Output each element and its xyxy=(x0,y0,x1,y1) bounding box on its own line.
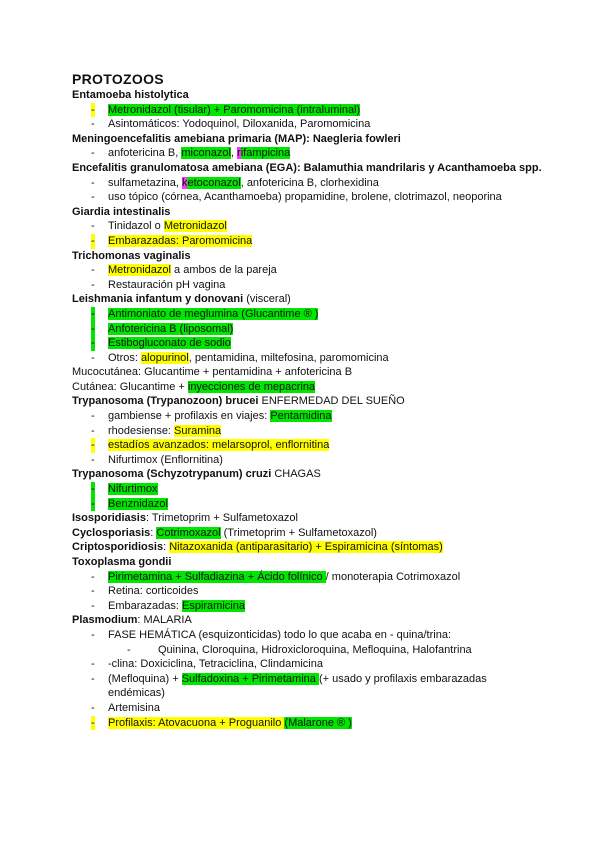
heading-text: Leishmania infantum y donovani xyxy=(72,293,244,306)
bullet-dash: - xyxy=(91,234,95,247)
item-text: Quinina, Cloroquina, Hidroxicloroquina, Mefloquina, Halofantrina xyxy=(158,643,472,656)
item-text: Nifurtimox (Enflornitina) xyxy=(108,453,223,466)
bullet-dash: - xyxy=(91,628,95,641)
list-item xyxy=(72,438,542,453)
item-text: , pentamidina, miltefosina, paromomicina xyxy=(188,351,389,364)
list-item xyxy=(72,278,542,293)
item-text: : xyxy=(150,526,157,539)
bullet-dash: - xyxy=(91,453,95,466)
highlight-yellow: Metronidazol xyxy=(108,264,171,277)
heading-plasmodium xyxy=(72,613,542,628)
item-text: uso tópico (córnea, Acanthamoeba) propamidine, brolene, clotrimazol, neoporina xyxy=(108,191,502,204)
bullet-dash: - xyxy=(91,716,95,729)
heading-criptosporidiosis xyxy=(72,540,542,555)
bullet-dash: - xyxy=(91,483,95,496)
heading-text: Criptosporidiosis xyxy=(72,541,164,554)
heading-text: Trypanosoma (Trypanozoon) brucei xyxy=(72,395,259,408)
list-item xyxy=(72,307,542,322)
item-text: -clina: Doxiciclina, Tetraciclina, Clindamicina xyxy=(108,658,323,671)
highlight-green: Benznidazol xyxy=(108,497,168,510)
item-text: Restauración pH vagina xyxy=(108,278,226,291)
highlight-yellow: Nitazoxanida (antiparasitario) + Espiramicina (síntomas) xyxy=(169,541,443,554)
item-text: rhodesiense: xyxy=(108,424,175,437)
bullet-dash: - xyxy=(91,424,95,437)
note-cutanea xyxy=(72,380,542,395)
item-text: (+ usado y profilaxis embarazadas endémicas) xyxy=(108,672,487,700)
item-text: Asintomáticos: Yodoquinol, Diloxanida, Paromomicina xyxy=(108,118,371,131)
item-text: : Trimetoprim + Sulfametoxazol xyxy=(145,512,298,525)
list-item xyxy=(72,716,542,731)
highlight-green: Pirimetamina + Sulfadiazina + Ácido folínico xyxy=(108,570,326,583)
item-text: / monoterapia Cotrimoxazol xyxy=(325,570,461,583)
bullet-dash: - xyxy=(91,672,95,685)
bullet-dash: - xyxy=(91,103,95,116)
list-item xyxy=(72,190,542,205)
list-item xyxy=(72,351,542,366)
list-item xyxy=(72,701,542,716)
bullet-dash: - xyxy=(91,570,95,583)
bullet-dash: - xyxy=(91,439,95,452)
highlight-green: Antimoniato de meglumina (Glucantime ® ) xyxy=(108,307,319,320)
item-text: : xyxy=(163,541,170,554)
bullet-dash: - xyxy=(91,585,95,598)
item-text: Embarazadas: xyxy=(108,599,182,612)
list-item xyxy=(72,599,542,614)
heading-text: Isosporidiasis xyxy=(72,512,146,525)
bullet-dash: - xyxy=(91,599,95,612)
list-item xyxy=(72,628,542,643)
item-text: Cutánea: Glucantime + xyxy=(72,380,188,393)
highlight-magenta: k xyxy=(181,176,188,189)
highlight-green: Metronidazol (tisular) + Paromomicina (intraluminal) xyxy=(108,103,361,116)
bullet-dash: - xyxy=(91,118,95,131)
highlight-yellow: Metronidazol xyxy=(163,220,227,233)
heading-text: Plasmodium xyxy=(72,614,138,627)
heading-text: Trypanosoma (Schyzotrypanum) cruzi xyxy=(72,468,272,481)
heading-suffix: ENFERMEDAD DEL SUEÑO xyxy=(258,395,405,408)
bullet-dash: - xyxy=(91,191,95,204)
highlight-yellow: estadíos avanzados: melarsoprol, enflornitina xyxy=(108,439,330,452)
list-item xyxy=(72,103,542,118)
highlight-green: Nifurtimox xyxy=(108,483,158,496)
list-item xyxy=(72,234,542,249)
bullet-dash: - xyxy=(91,497,95,510)
list-item xyxy=(72,453,542,468)
highlight-green: Anfotericina B (liposomal) xyxy=(108,322,234,335)
list-item xyxy=(72,263,542,278)
highlight-magenta: r xyxy=(237,147,241,160)
list-item xyxy=(72,482,542,497)
list-item xyxy=(72,672,542,701)
highlight-green: Estibogluconato de sodio xyxy=(108,337,231,350)
item-text: (Mefloquina) + xyxy=(108,672,182,685)
heading-suffix: : MALARIA xyxy=(137,614,192,627)
item-text: gambiense + profilaxis en viajes: xyxy=(108,410,271,423)
heading-leishmania xyxy=(72,292,542,307)
heading-suffix: (visceral) xyxy=(243,293,291,306)
highlight-yellow: Suramina xyxy=(174,424,222,437)
highlight-green: inyecciones de mepacrina xyxy=(187,380,316,393)
list-item xyxy=(72,117,542,132)
item-text: Retina: corticoides xyxy=(108,585,199,598)
list-item xyxy=(72,336,542,351)
highlight-green: miconazol xyxy=(181,147,231,160)
highlight-yellow: alopurinol xyxy=(141,351,189,364)
bullet-dash: - xyxy=(91,351,95,364)
highlight-green: (Malarone ® ) xyxy=(284,716,352,729)
highlight-yellow: Profilaxis: Atovacuona + Proguanilo xyxy=(108,716,285,729)
highlight-green: etoconazol xyxy=(187,176,241,189)
item-text: , xyxy=(230,147,238,160)
list-item xyxy=(72,657,542,672)
note-mucocutanea: Mucocutánea: Glucantime + pentamidina + anfotericina B xyxy=(72,366,353,379)
highlight-green: ifampicina xyxy=(240,147,291,160)
heading-giardia: Giardia intestinalis xyxy=(72,205,171,218)
bullet-dash: - xyxy=(91,176,95,189)
list-item xyxy=(72,424,542,439)
list-item xyxy=(72,497,542,512)
highlight-green: Espiramicina xyxy=(181,599,245,612)
item-text: anfotericina B, xyxy=(108,147,182,160)
heading-toxoplasma: Toxoplasma gondii xyxy=(72,556,172,568)
heading-entamoeba: Entamoeba histolytica xyxy=(72,89,189,101)
bullet-dash: - xyxy=(91,264,95,277)
highlight-green: Sulfadoxina + Pirimetamina xyxy=(181,672,319,685)
list-item xyxy=(72,146,542,161)
bullet-dash: - xyxy=(91,147,95,160)
highlight-green: Cotrimoxazol xyxy=(156,526,221,539)
heading-cruzi xyxy=(72,467,542,482)
bullet-dash: - xyxy=(91,278,95,291)
list-item xyxy=(72,570,542,585)
list-item xyxy=(72,322,542,337)
sub-list-item xyxy=(72,643,542,658)
bullet-dash: - xyxy=(91,322,95,335)
list-item xyxy=(72,176,542,191)
item-text: Tinidazol o xyxy=(108,220,164,233)
item-text: sulfametazina, xyxy=(108,176,182,189)
bullet-dash: - xyxy=(91,337,95,350)
bullet-dash: - xyxy=(127,643,131,656)
heading-suffix: CHAGAS xyxy=(271,468,321,481)
highlight-yellow: Embarazadas: Paromomicina xyxy=(108,234,253,247)
heading-map: Meningoencefalitis amebiana primaria (MAP): Naegleria fowleri xyxy=(72,132,401,145)
item-text: Otros: xyxy=(108,351,142,364)
item-text: (Trimetoprim + Sulfametoxazol) xyxy=(220,526,377,539)
bullet-dash: - xyxy=(91,307,95,320)
item-text: , anfotericina B, clorhexidina xyxy=(240,176,379,189)
list-item xyxy=(72,584,542,599)
list-item xyxy=(72,219,542,234)
document-body xyxy=(72,88,542,730)
bullet-dash: - xyxy=(91,701,95,714)
heading-isosporidiasis xyxy=(72,511,542,526)
heading-brucei xyxy=(72,394,542,409)
bullet-dash: - xyxy=(91,220,95,233)
item-text: FASE HEMÁTICA (esquizonticidas) todo lo que acaba en - quina/trina: xyxy=(108,628,452,641)
heading-cyclosporiasis xyxy=(72,526,542,541)
heading-ega: Encefalitis granulomatosa amebiana (EGA): Balamuthia mandrilaris y Acanthamoeba spp. xyxy=(72,161,542,174)
item-text: a ambos de la pareja xyxy=(170,264,277,277)
item-text: Artemisina xyxy=(108,701,160,714)
heading-text: Cyclosporiasis xyxy=(72,526,151,539)
page-title: PROTOZOOS xyxy=(72,71,164,87)
bullet-dash: - xyxy=(91,658,95,671)
bullet-dash: - xyxy=(91,410,95,423)
heading-trichomonas: Trichomonas vaginalis xyxy=(72,249,191,262)
highlight-green: Pentamidina xyxy=(270,410,332,423)
list-item xyxy=(72,409,542,424)
